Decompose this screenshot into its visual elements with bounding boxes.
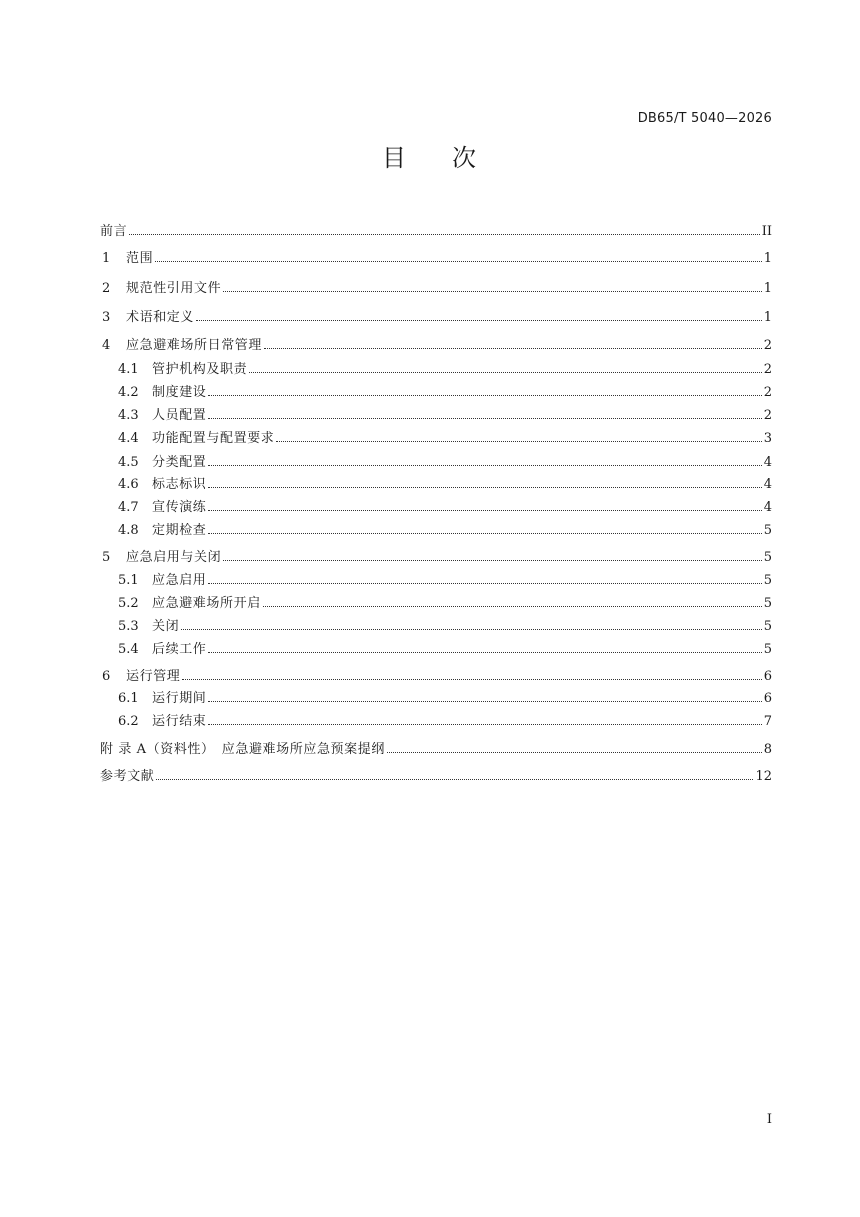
toc-entry-page: 5: [763, 573, 772, 588]
toc-entry-title: 运行结束: [152, 714, 207, 729]
toc-entry-title: 应急启用与关闭: [126, 550, 222, 565]
toc-dot-leader: [155, 261, 762, 262]
toc-entry-title: 附 录 A（资料性） 应急避难场所应急预案提纲: [100, 742, 385, 757]
toc-entry-number: 5.2: [118, 596, 139, 611]
toc-entry[interactable]: [100, 610, 772, 634]
toc-dot-leader: [208, 418, 761, 419]
toc-entry[interactable]: [100, 633, 772, 657]
toc-entry-number: 4.4: [118, 431, 139, 446]
toc-entry-title: 前言: [100, 224, 128, 239]
toc-entry-page: 7: [763, 714, 772, 729]
toc-entry-title: 范围: [126, 251, 154, 266]
toc-entry-number: 6.2: [118, 714, 139, 729]
toc-entry-page: 6: [763, 669, 772, 684]
toc-entry-number: 6: [102, 669, 111, 684]
toc-entry-title: 应急启用: [152, 573, 207, 588]
toc-entry-number: 5.4: [118, 642, 139, 657]
toc-dot-leader: [223, 291, 762, 292]
toc-entry[interactable]: [100, 491, 772, 515]
toc-entry[interactable]: [100, 215, 772, 239]
toc-entry-number: 4.7: [118, 500, 139, 515]
toc-entry-title: 后续工作: [152, 642, 207, 657]
toc-entry-number: 4.6: [118, 477, 139, 492]
toc-entry-number: 5.3: [118, 619, 139, 634]
toc-entry-title: 术语和定义: [126, 310, 195, 325]
toc-entry[interactable]: [100, 446, 772, 470]
toc-entry-title: 应急避难场所日常管理: [126, 338, 263, 353]
toc-entry-title: 人员配置: [152, 408, 207, 423]
toc-entry-page: 4: [763, 477, 772, 492]
toc-title: [0, 138, 860, 173]
toc-entry-page: 5: [763, 619, 772, 634]
toc-dot-leader: [208, 533, 761, 534]
toc-entry[interactable]: [100, 541, 772, 565]
toc-dot-leader: [249, 372, 762, 373]
toc-entry-number: 4: [102, 338, 111, 353]
toc-entry-page: 1: [763, 281, 772, 296]
toc-dot-leader: [208, 583, 761, 584]
toc-entry-page: 12: [755, 769, 772, 784]
toc-entry-page: 2: [763, 362, 772, 377]
toc-entry-page: 5: [763, 550, 772, 565]
toc-dot-leader: [223, 560, 762, 561]
toc-entry-page: 4: [763, 455, 772, 470]
toc-title-char: 次: [452, 144, 478, 172]
toc-entry-title: 管护机构及职责: [152, 362, 248, 377]
toc-entry-number: 6.1: [118, 691, 139, 706]
toc-entry-number: 4.3: [118, 408, 139, 423]
toc-entry-page: 6: [763, 691, 772, 706]
toc-dot-leader: [182, 679, 761, 680]
toc-entry-number: 4.8: [118, 523, 139, 538]
toc-entry-page: 5: [763, 596, 772, 611]
toc-entry[interactable]: [100, 587, 772, 611]
toc-entry[interactable]: [100, 422, 772, 446]
toc-entry[interactable]: [100, 705, 772, 729]
standard-code: DB65/T 5040—2026: [637, 111, 772, 126]
toc-dot-leader: [208, 465, 761, 466]
toc-entry-page: 2: [763, 338, 772, 353]
toc-entry-page: 2: [763, 385, 772, 400]
toc-entry[interactable]: [100, 564, 772, 588]
toc-entry-number: 5.1: [118, 573, 139, 588]
toc-entry-page: 1: [763, 310, 772, 325]
page-number: I: [766, 1112, 772, 1127]
toc-dot-leader: [208, 724, 761, 725]
toc-entry-number: 5: [102, 550, 111, 565]
toc-dot-leader: [181, 629, 762, 630]
toc-entry-number: 4.2: [118, 385, 139, 400]
toc-entry[interactable]: [100, 376, 772, 400]
toc-dot-leader: [263, 606, 762, 607]
toc-entry-title: 运行期间: [152, 691, 207, 706]
toc-dot-leader: [208, 395, 761, 396]
toc-entry-page: II: [761, 224, 772, 239]
toc-entry-title: 分类配置: [152, 455, 207, 470]
toc-entry-title: 应急避难场所开启: [152, 596, 261, 611]
toc-entry-title: 规范性引用文件: [126, 281, 222, 296]
toc-entry-number: 4.1: [118, 362, 139, 377]
toc-entry-page: 5: [763, 523, 772, 538]
toc-entry-page: 5: [763, 642, 772, 657]
toc-dot-leader: [208, 510, 761, 511]
toc-dot-leader: [264, 348, 762, 349]
toc-entry[interactable]: [100, 242, 772, 266]
toc-entry[interactable]: [100, 272, 772, 296]
toc-entry-page: 2: [763, 408, 772, 423]
toc-entry[interactable]: [100, 353, 772, 377]
toc-dot-leader: [208, 701, 761, 702]
toc-entry-page: 4: [763, 500, 772, 515]
toc-entry-title: 运行管理: [126, 669, 181, 684]
toc-entry-number: 3: [102, 310, 111, 325]
toc-entry-title: 功能配置与配置要求: [152, 431, 275, 446]
toc-entry[interactable]: [100, 301, 772, 325]
toc-dot-leader: [156, 779, 753, 780]
toc-dot-leader: [387, 752, 762, 753]
toc-entry[interactable]: [100, 660, 772, 684]
toc-entry[interactable]: [100, 760, 772, 784]
toc-entry-page: 8: [763, 742, 772, 757]
toc-entry-number: 2: [102, 281, 111, 296]
toc-dot-leader: [129, 234, 760, 235]
toc-entry-title: 宣传演练: [152, 500, 207, 515]
toc-entry[interactable]: [100, 468, 772, 492]
toc-entry[interactable]: [100, 329, 772, 353]
toc-entry-title: 定期检查: [152, 523, 207, 538]
toc-entry[interactable]: [100, 514, 772, 538]
toc-title-char: 目: [382, 144, 408, 172]
toc-entry-page: 3: [763, 431, 772, 446]
toc-dot-leader: [276, 441, 761, 442]
toc-entry-page: 1: [763, 251, 772, 266]
toc-entry-number: 4.5: [118, 455, 139, 470]
toc-entry-title: 参考文献: [100, 769, 155, 784]
toc-entry-title: 标志标识: [152, 477, 207, 492]
toc-dot-leader: [208, 652, 761, 653]
toc-dot-leader: [208, 487, 761, 488]
toc-entry[interactable]: [100, 399, 772, 423]
toc-entry-title: 关闭: [152, 619, 180, 634]
toc-dot-leader: [196, 320, 762, 321]
toc-entry[interactable]: [100, 682, 772, 706]
toc-entry[interactable]: [100, 733, 772, 757]
toc-entry-title: 制度建设: [152, 385, 207, 400]
toc-entry-number: 1: [102, 251, 111, 266]
